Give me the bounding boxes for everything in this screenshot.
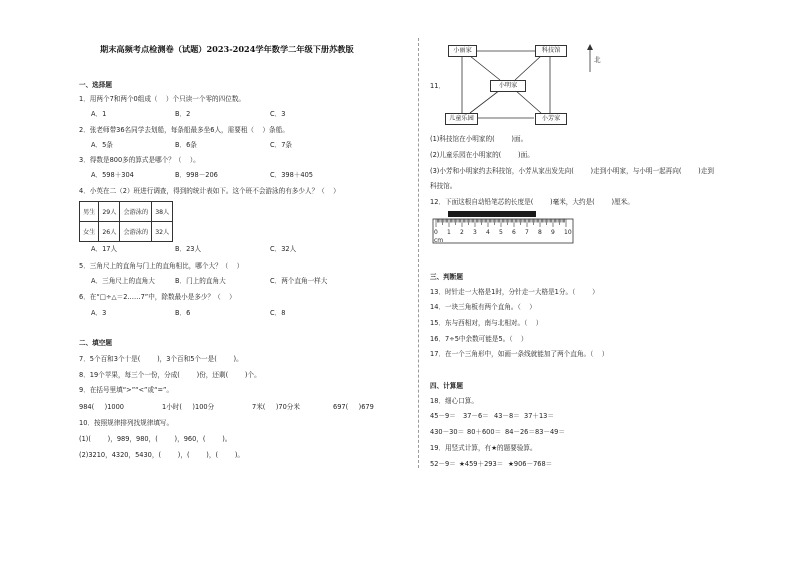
q4-option-c: C．32人 [270, 245, 297, 253]
ruler-number: 0 [434, 229, 438, 236]
question-13: 13．时针走一大格是1时，分针走一大格是1分。（ ） [430, 288, 599, 296]
question-3: 3．得数是800多的算式是哪个？（ ）。 [79, 156, 200, 164]
question-9: 9．在括号里填“>”“<”或“=”。 [79, 386, 174, 394]
section-choice-heading: 一、选择题 [79, 81, 112, 89]
question-4: 4．小英在二（2）班进行调查，得到的统计表如下。这个班不会游泳的有多少人？（ ） [79, 187, 340, 195]
ruler-number: 5 [499, 229, 503, 236]
q5-option-c: C．两个直角一样大 [270, 277, 328, 285]
q11-part-1: (1)科技馆在小明家的( )面。 [430, 135, 528, 143]
calc-item: 37－6＝ [463, 412, 489, 420]
calc-item: 84－26＝ [505, 428, 535, 436]
north-label: 北 [594, 56, 601, 64]
q1-option-a: A．1 [91, 110, 107, 118]
map-node-childrens-park: 儿童乐园 [445, 113, 478, 125]
table-cell: 女生 [80, 222, 99, 242]
q9-compare-2: 1小时( )100分 [162, 403, 215, 411]
table-cell: 32人 [152, 222, 173, 242]
question-17: 17．在一个三角形中，如画一条线就能加了两个直角。（ ） [430, 350, 609, 358]
q2-option-a: A．5条 [91, 141, 113, 149]
question-16: 16．7÷5中余数可能是5。（ ） [430, 335, 528, 343]
q5-option-a: A．三角尺上的直角大 [91, 277, 155, 285]
calc-item: 43－8＝ [494, 412, 520, 420]
q11-part-2: (2)儿童乐园在小明家的( )面。 [430, 151, 534, 159]
ruler-number: 7 [525, 229, 529, 236]
ruler-number: 9 [551, 229, 555, 236]
q9-compare-3: 7米( )70分米 [252, 403, 300, 411]
page-title: 期末高频考点检测卷（试题）2023-2024学年数学二年级下册苏教版 [100, 44, 354, 54]
question-15: 15．东与西相对，南与北相对。（ ） [430, 319, 543, 327]
question-19: 19．用竖式计算，有★的题要验算。 [430, 444, 537, 452]
ruler-number: 3 [473, 229, 477, 236]
q9-compare-1: 984( )1000 [79, 403, 124, 411]
question-6: 6．在“□÷△＝2……7”中，除数最小是多少？（ ） [79, 293, 236, 301]
map-node-science-museum: 科技馆 [535, 45, 567, 57]
ruler-unit: cm [434, 237, 444, 244]
table-cell: 26人 [99, 222, 120, 242]
q3-option-a: A．598＋304 [91, 171, 134, 179]
ruler-number: 6 [512, 229, 516, 236]
ruler-number: 2 [460, 229, 464, 236]
calc-item: 45－9＝ [430, 412, 456, 420]
pencil-lead [448, 211, 536, 217]
ruler-number: 8 [538, 229, 542, 236]
question-5: 5．三角尺上的直角与门上的直角相比，哪个大？（ ） [79, 262, 244, 270]
calc-item: 52－9＝ [430, 460, 456, 468]
table-cell: 38人 [152, 202, 173, 222]
ruler-number: 4 [486, 229, 490, 236]
calc-item: 83－49＝ [535, 428, 565, 436]
ruler-number: 10 [564, 229, 572, 236]
question-12: 12．下面这根自动铅笔芯的长度是( )毫米，大约是( )厘米。 [430, 198, 634, 206]
calc-item: ★906－768＝ [508, 460, 553, 468]
q3-option-b: B．998－206 [175, 171, 218, 179]
question-14: 14．一块三角板有两个直角。（ ） [430, 303, 536, 311]
q2-option-b: B．6条 [175, 141, 197, 149]
table-cell: 会游泳的 [120, 222, 152, 242]
q11-part-3: (3)小芳和小明家约去科技馆，小芳从家出发先向( )走到小明家，与小明一起再向( )走到 [430, 167, 714, 175]
question-7: 7．5个百和3个十是( )，3个百和5个一是( )。 [79, 355, 243, 363]
ruler-number: 1 [447, 229, 451, 236]
q10-part-2: (2)3210，4320，5430，( )，( )，( )。 [79, 451, 244, 459]
question-18: 18．细心口算。 [430, 397, 478, 405]
calc-item: ★459＋293＝ [459, 460, 504, 468]
map-node-xiaoming-home: 小明家 [490, 80, 526, 92]
q1-option-b: B．2 [175, 110, 191, 118]
table-cell: 29人 [99, 202, 120, 222]
q11-part-3-end: 科技馆。 [430, 182, 457, 190]
question-2: 2．张老师带36名同学去划船，每条船最多坐6人，需要租（ ）条船。 [79, 126, 289, 134]
question-10: 10．按照规律排列找规律填写。 [79, 419, 174, 427]
calc-item: 37＋13＝ [524, 412, 554, 420]
calc-item: 80＋600＝ [467, 428, 502, 436]
q4-option-a: A．17人 [91, 245, 118, 253]
question-11-label: 11． [430, 82, 445, 90]
question-8: 8．19个苹果，每三个一份，分成( )份，还剩( )个。 [79, 371, 261, 379]
calc-item: 430－30＝ [430, 428, 465, 436]
q2-option-c: C．7条 [270, 141, 292, 149]
q4-option-b: B．23人 [175, 245, 202, 253]
q9-compare-4: 697( )679 [333, 403, 374, 411]
q6-option-c: C．8 [270, 309, 286, 317]
question-1: 1．用两个7和两个0组成（ ）个只读一个零的四位数。 [79, 95, 246, 103]
map-node-xiaofang-home: 小芳家 [535, 113, 567, 125]
q6-option-b: B．6 [175, 309, 191, 317]
section-fill-heading: 二、填空题 [79, 339, 112, 347]
map-node-xiaoli-home: 小丽家 [448, 45, 477, 57]
section-judge-heading: 三、判断题 [430, 273, 463, 281]
q5-option-b: B．门上的直角大 [175, 277, 226, 285]
table-cell: 男生 [80, 202, 99, 222]
q6-option-a: A．3 [91, 309, 107, 317]
q1-option-c: C．3 [270, 110, 286, 118]
q10-part-1: (1)( )，989，980，( )，960，( )。 [79, 435, 232, 443]
q3-option-c: C．398＋405 [270, 171, 313, 179]
section-calc-heading: 四、计算题 [430, 382, 463, 390]
table-cell: 会游泳的 [120, 202, 152, 222]
